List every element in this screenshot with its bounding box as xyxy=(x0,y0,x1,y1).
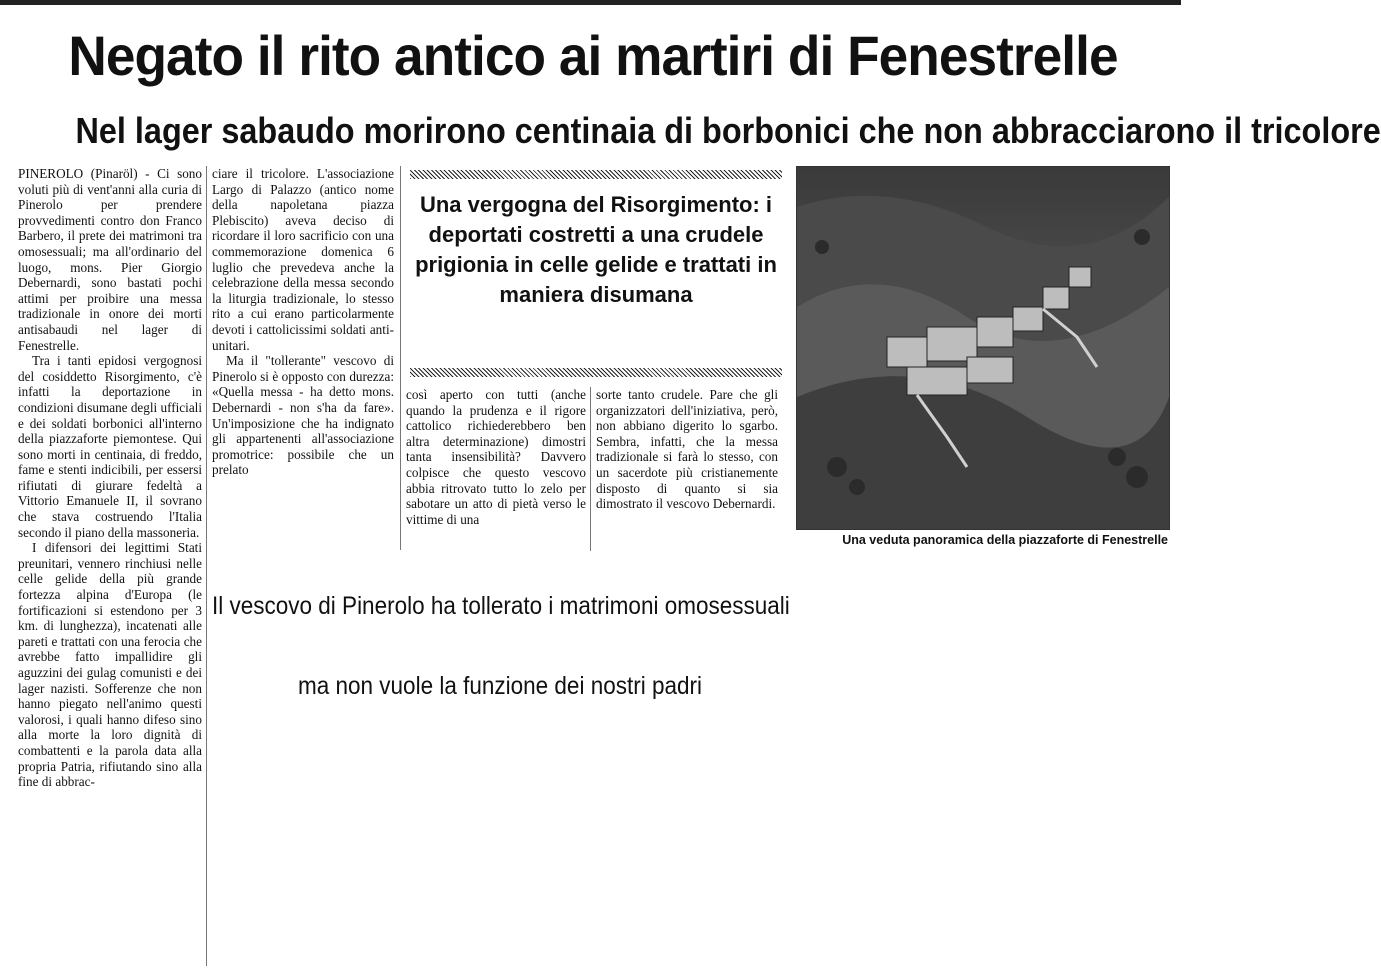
headline: Negato il rito antico ai martiri di Fenestrelle xyxy=(68,24,1118,87)
column-divider xyxy=(400,166,401,550)
banner-line-2: ma non vuole la funzione dei nostri padri xyxy=(298,672,703,700)
photo-caption: Una veduta panoramica della piazzaforte di Fenestrelle xyxy=(842,533,1168,547)
article-column-3 xyxy=(406,387,586,527)
pullquote: Una vergogna del Risorgimento: i deportati costretti a una crudele prigionia in celle gelide e trattati in maniera disumana xyxy=(415,192,777,307)
article-column-4 xyxy=(596,387,778,512)
paragraph: PINEROLO (Pinaröl) - Ci sono voluti più di vent'anni alla curia di Pinerolo per prendere provvedimenti contro don Franco Barbero, il prete dei matrimoni tra omosessuali; ma all'ordinario del luogo, mons. Pier Giorgio Debernardi, sono bastati pochi attimi per proibire una messa tradizionale in onore dei morti antisabaudi nel lager di Fenestrelle. xyxy=(18,166,202,353)
article-column-1 xyxy=(18,166,202,790)
paragraph: I difensori dei legittimi Stati preunitari, vennero rinchiusi nelle celle gelide della più grande fortezza alpina d'Europa (le fortificazioni si estendono per 3 km. di lunghezza), incatenati alle pareti e trattati con una ferocia che avrebbe fatto impallidire gli aguzzini dei gulag comunisti e dei lager nazisti. Sofferenze che non hanno piegato nell'animo questi valorosi, i quali hanno difeso sino alla morte la loro dignità di combattenti e la parola data alla propria Patria, rifiutando sino alla fine di abbrac- xyxy=(18,540,202,790)
paragraph: così aperto con tutti (anche quando la prudenza e il rigore cattolico richiederebbero ben altra determinazione) dimostri tanta insensibilità? Davvero colpisce che questo vescovo abbia ritrovato tutto lo zelo per sabotare un atto di pietà verso le vittime di una xyxy=(406,387,586,527)
paragraph: Ma il "tollerante" vescovo di Pinerolo si è opposto con durezza: «Quella messa - ha detto mons. Debernardi - non s'ha da fare». Un'imposizione che ha indignato gli appartenenti all'associazione promotrice: possibile che un prelato xyxy=(212,353,394,478)
pullquote-top-rule xyxy=(410,170,782,179)
article-column-2 xyxy=(212,166,394,478)
top-rule xyxy=(0,0,1181,5)
column-divider xyxy=(590,387,591,551)
fortress-photo xyxy=(796,166,1170,530)
paragraph: ciare il tricolore. L'associazione Largo di Palazzo (antico nome della napoletana piazza Plebiscito) aveva deciso di ricordare il loro sacrificio con una commemorazione domenica 6 luglio che prevedeva anche la celebrazione della messa secondo la liturgia tradizionale, lo stesso rito a cui erano particolarmente devoti i cattolicissimi soldati anti-unitari. xyxy=(212,166,394,353)
paragraph: Tra i tanti epidosi vergognosi del cosiddetto Risorgimento, c'è infatti la deportazione in condizioni disumane degli ufficiali e dei soldati borbonici all'interno della piazzaforte piemontese. Qui sono morti in centinaia, di freddo, fame e stenti indicibili, per essersi rifiutati di giurare fedeltà a Vittorio Emanuele II, il sovrano che stava costruendo l'Italia secondo il piano della massoneria. xyxy=(18,353,202,540)
subheadline: Nel lager sabaudo morirono centinaia di borbonici che non abbracciarono il tricolore xyxy=(75,110,1381,151)
pullquote-bottom-rule xyxy=(410,368,782,377)
column-divider xyxy=(206,166,207,966)
paragraph: sorte tanto crudele. Pare che gli organizzatori dell'iniziativa, però, non abbiano digerito lo sgarbo. Sembra, infatti, che la messa tradizionale si farà lo stesso, con un sacerdote più cristianemente disposto di quanto si sia dimostrato il vescovo Debernardi. xyxy=(596,387,778,512)
banner-line-1: Il vescovo di Pinerolo ha tollerato i matrimoni omosessuali xyxy=(212,592,790,620)
